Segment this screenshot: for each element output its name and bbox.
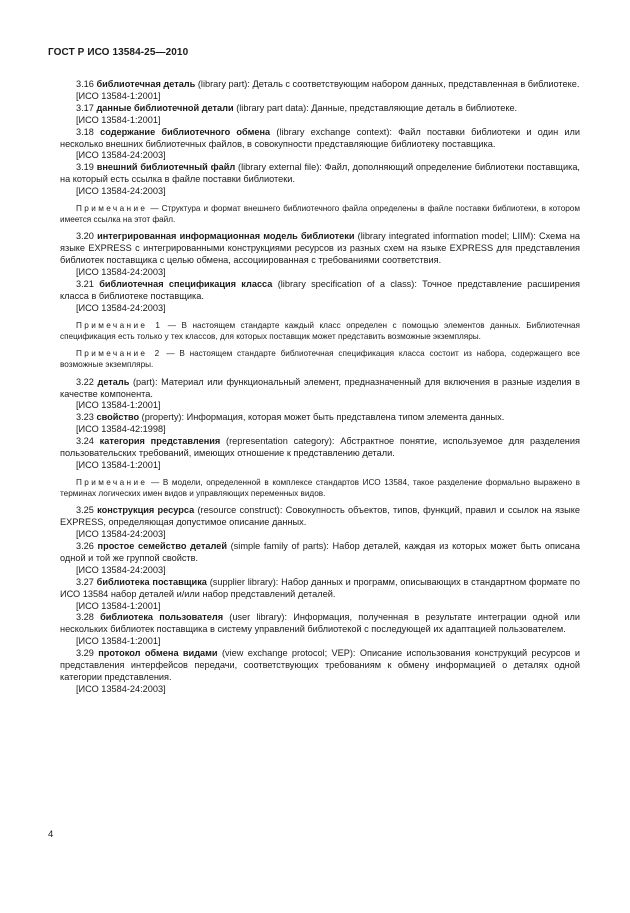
entry-definition: (resource construct): Совокупность объектов, типов, функций, правил и ссылок на языке EXPRESS, определяющая допустимое описание данных. — [60, 505, 580, 528]
definition-entry — [60, 79, 580, 91]
entry-term: данные библиотечной детали — [96, 102, 234, 113]
entry-source: [ИСО 13584-42:1998] — [76, 424, 166, 435]
entry-number: 3.28 — [76, 612, 94, 623]
entry-note — [60, 203, 580, 225]
definition-entry — [60, 436, 580, 460]
entry-number: 3.26 — [76, 541, 94, 551]
entry-note — [60, 320, 580, 342]
entry-source: [ИСО 13584-24:2003] — [76, 683, 166, 694]
entry-note — [60, 477, 580, 499]
definition-entry — [60, 231, 580, 267]
definition-entry — [60, 103, 580, 115]
page-header: ГОСТ Р ИСО 13584-25—2010 — [48, 47, 189, 58]
entry-number: 3.21 — [76, 279, 94, 290]
definition-entry — [60, 279, 580, 303]
note-text: — Структура и формат внешнего библиотечного файла определены в файле поставки библиотеки, в котором имеется ссылка на этот файл. — [60, 204, 580, 225]
entry-term: библиотека поставщика — [96, 576, 207, 587]
entry-definition: (property): Информация, которая может быть представлена типом элемента данных. — [139, 412, 505, 423]
note-label: Примечание — [76, 204, 148, 214]
entry-term: деталь — [97, 376, 130, 387]
definition-entry — [60, 577, 580, 601]
note-label: Примечание 2 — [76, 349, 162, 359]
entry-definition: (library integrated information model; LIIM): Схема на языке EXPRESS с интегрированными конструкциями ресурсов из разных схем на языке EXPRESS для представления библиотек поставщика с целью обмена, ассоциированная с требованиями соответствия. — [60, 231, 581, 266]
entry-source: [ИСО 13584-1:2001] — [76, 400, 161, 411]
note-text: — В модели, определенной в комплексе стандартов ИСО 13584, такое разделение формально выражено в терминах логических имен видов и управляющих переменных видов. — [60, 477, 580, 499]
entry-number: 3.24 — [76, 436, 94, 447]
entry-source: [ИСО 13584-1:2001] — [76, 114, 161, 125]
entry-source: [ИСО 13584-1:2001] — [76, 600, 161, 611]
entry-term: библиотека пользователя — [100, 612, 224, 623]
entry-term: библиотечная спецификация класса — [99, 279, 273, 290]
definition-entry — [60, 127, 580, 151]
entry-term: конструкция ресурса — [97, 505, 195, 516]
entry-definition: (library part data): Данные, представляющие деталь в библиотеке. — [233, 102, 518, 113]
entry-number: 3.17 — [76, 102, 94, 113]
entry-source: [ИСО 13584-24:2003] — [76, 529, 166, 540]
entry-number: 3.25 — [76, 505, 94, 516]
definition-entry — [60, 162, 580, 186]
definition-entry — [60, 648, 580, 684]
entry-definition: (library specification of a class): Точное представление расширения класса в библиотеке поставщика. — [60, 279, 580, 301]
entry-source: [ИСО 13584-24:2003] — [76, 564, 166, 575]
entry-source: [ИСО 13584-1:2001] — [76, 90, 161, 101]
entry-number: 3.27 — [76, 576, 94, 587]
definition-entry — [60, 505, 580, 529]
definition-entry — [60, 377, 580, 401]
entry-term: содержание библиотечного обмена — [100, 126, 271, 137]
note-label: Примечание 1 — [76, 320, 163, 330]
entry-term: протокол обмена видами — [98, 648, 218, 659]
entry-source: [ИСО 13584-24:2003] — [76, 186, 166, 197]
entry-term: внешний библиотечный файл — [96, 162, 236, 173]
definition-entry — [60, 541, 580, 565]
entry-definition: (simple family of parts): Набор деталей, каждая из которых может быть описана одной и той же группой свойств. — [60, 541, 580, 563]
entry-source: [ИСО 13584-1:2001] — [76, 459, 161, 470]
entry-source: [ИСО 13584-24:2003] — [76, 302, 166, 313]
entry-term: простое семейство деталей — [97, 541, 227, 551]
entry-source: [ИСО 13584-1:2001] — [76, 636, 161, 647]
entry-number: 3.19 — [76, 162, 94, 173]
entry-definition: (representation category): Абстрактное понятие, используемое для разделения пользовательских требований, имеющих отношение к представлению детали. — [60, 436, 580, 459]
note-text: — В настоящем стандарте библиотечная спецификация класса состоит из набора, содержащего все возможные экземпляры. — [60, 349, 580, 370]
entry-number: 3.16 — [76, 79, 94, 89]
entry-note — [60, 348, 580, 370]
entry-number: 3.20 — [76, 231, 94, 242]
definition-entry — [60, 412, 580, 424]
entry-definition: (library exchange context): Файл поставки библиотеки и один или несколько внешних библиотечных файлов, в совокупности представляющие библиотеку поставщика. — [60, 126, 580, 149]
entry-number: 3.18 — [76, 126, 94, 137]
entry-definition: (supplier library): Набор данных и программ, описывающих в стандартном формате по ИСО 13584 набор деталей и/или набор представлений деталей. — [60, 576, 580, 599]
entry-definition: (part): Материал или функциональный элемент, предназначенный для включения в разные изделия в качестве компонента. — [60, 376, 580, 399]
document-body — [60, 79, 580, 696]
note-label: Примечание — [76, 477, 148, 487]
entry-term: свойство — [96, 412, 140, 423]
definition-entry — [60, 612, 580, 636]
note-text: — В настоящем стандарте каждый класс определен с помощью элементов данных. Библиотечная спецификация есть только у тех классов, для которых поставщик может представить возможные экземпляры. — [60, 320, 580, 342]
entry-definition: (library external file): Файл, дополняющий определение библиотеки поставщика, на который есть ссылка в файле поставки библиотеки. — [60, 162, 580, 185]
entry-term: интегрированная информационная модель библиотеки — [97, 231, 355, 242]
entry-term: категория представления — [99, 436, 221, 447]
entry-number: 3.22 — [76, 376, 94, 387]
entry-number: 3.29 — [76, 648, 94, 659]
page-number: 4 — [48, 829, 54, 840]
entry-definition: (library part): Деталь с соответствующим набором данных, представленная в библиотеке. — [195, 79, 580, 89]
entry-definition: (view exchange protocol; VEP): Описание использования конструкций ресурсов и представления интерфейсов передачи, соответствующих требованиям к обмену информацией о деталях одной категории представления. — [60, 648, 581, 682]
entry-source: [ИСО 13584-24:2003] — [76, 267, 166, 278]
entry-source: [ИСО 13584-24:2003] — [76, 150, 166, 161]
entry-number: 3.23 — [76, 412, 94, 423]
entry-term: библиотечная деталь — [96, 79, 196, 89]
entry-definition: (user library): Информация, полученная в результате интеграции одной или нескольких библиотек поставщика в систему управлений библиотекой с последующей их адаптацией пользователем. — [60, 612, 580, 635]
